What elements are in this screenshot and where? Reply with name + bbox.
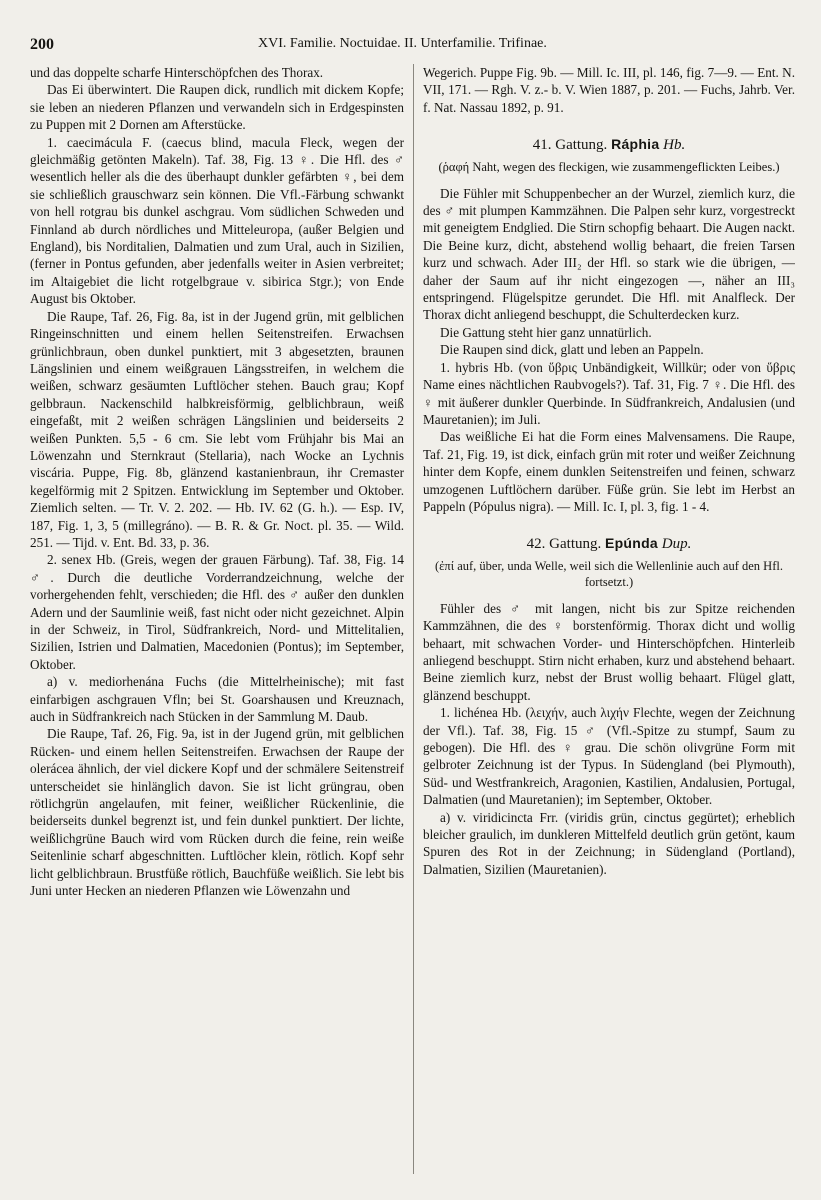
genus-41-author: Hb. xyxy=(663,137,686,154)
genus-41-description: Die Fühler mit Schuppenbecher an der Wurzel, ziemlich kurz, die des ♂ mit plumpen Kammzähnen. Die Palpen sehr kurz, vorgestreckt mit geneigtem Endglied. Die Stirn schopfig behaart. Die Augen nackt. Die Beine kurz, dicht, abstehend wollig behaart, die freien Tarsen kurz und schwach. Ader III₂ der Hfl. so stark wie die übrigen, — daher der Saum auf ihr nicht eingezogen —, näher an III₃ entspringend. Flügelspitze gerundet. Die Hfl. mit Analfleck. Der Thorax dicht anliegend beschuppt, die Schulterdecken kurz. xyxy=(423,185,795,323)
paragraph-continuation: und das doppelte scharfe Hinterschöpfchen des Thorax. xyxy=(30,65,324,80)
larva-hybris: Das weißliche Ei hat die Form eines Malvensamens. Die Raupe, Taf. 21, Fig. 19, ist dick, einfach grün mit roter und weißer Zeichnung hinter dem Kopfe, einem dunklen Seitenstreifen und feinen, schwarz umzogenen Luftlöchern darüber. Füße grün. Sie lebt im Herbst an Pappeln (Pópulus nigra). — Mill. Ic. I, pl. 3, fig. 1 - 4. xyxy=(423,429,795,514)
genus-41-heading xyxy=(423,136,795,154)
variety-mediorhenana: a) v. mediorhenána Fuchs (die Mittelrheinische); mit fast einfarbigen aschgrauen Vfln; bei St. Goarshausen und Kreuznach, auch in Südfrankreich nach Stücken in der Sammlung M. Daub. xyxy=(30,674,404,725)
genus-41-etymology: (ῥαφή Naht, wegen des fleckigen, wie zusammengeflickten Leibes.) xyxy=(438,159,780,174)
column-divider xyxy=(413,64,414,1174)
species-hybris: 1. hybris Hb. (von ὕβρις Unbändigkeit, Willkür; oder von ὕβρις Name eines nächtlichen Raubvogels?). Taf. 31, Fig. 7 ♀. Die Hfl. des ♀ mit äußerer dunkler Querbinde. In Südfrankreich, Andalusien (und Mauretanien); im Juli. xyxy=(423,359,795,427)
right-column xyxy=(423,64,795,1184)
running-header xyxy=(30,36,791,60)
paragraph-egg-larvae: Das Ei überwintert. Die Raupen dick, rundlich mit dickem Kopfe; sie leben an niederen Pflanzen und verwandeln sich in Erdgespinsten zu Puppen mit 2 Dornen am Afterstücke. xyxy=(30,82,404,133)
genus-42-name: Epúnda xyxy=(604,535,658,552)
genus-42-etymology: (ἐπί auf, über, unda Welle, weil sich die Wellenlinie auch auf den Hfl. fortsetzt.) xyxy=(435,558,783,589)
genus-42-number: 42. Gattung. xyxy=(526,536,602,553)
genus-41-note: Die Gattung steht hier ganz unnatürlich. xyxy=(440,324,652,340)
species-senex: 2. senex Hb. (Greis, wegen der grauen Färbung). Taf. 38, Fig. 14 ♂. Durch die deutliche Vorderrandzeichnung, welche der vorhergehenden fehlt, verschieden; die Hfl. des ♂ außer den dunklen Adern und der Saumlinie weiß, fast nicht oder nicht gezeichnet. Alpin in der Schweiz, in Tirol, Südfrankreich, Nord- und Mittelitalien, Sizilien, Istrien und Dalmatien, Macedonien (Pontus); im September, Oktober. xyxy=(30,552,404,672)
larva-senex: Die Raupe, Taf. 26, Fig. 9a, ist in der Jugend grün, mit gelblichen Rücken- und einem hellen Seitenstreifen. Erwachsen der Raupe der oleráceа ähnlich, der viel dickere Kopf und der schmälere Seitenstreif unterscheidet sie hinlänglich davon. Sie ist licht grüngrau, oben rötlichgrün angelaufen, mit feiner, weißlicher Rückenlinie, die beiderseits dunkel begrenzt ist, und fein dunkel punktiert. Der lichte, weißlichgrüne Bauch wird vom Rücken durch die feine, rein weiße Seitenlinie scharf abgeschnitten. Luftlöcher klein, rötlich. Kopf sehr licht gelblichbraun. Brustfüße rötlich, Bauchfüße weißlich. Sie lebt bis Juni unter Hecken an niederen Pflanzen wie Löwenzahn und xyxy=(30,726,404,899)
genus-41-name: Ráphia xyxy=(611,136,660,153)
species-caecimacula: 1. caecimácula F. (caecus blind, macula Fleck, wegen der gleichmäßig getönten Makeln). Taf. 38, Fig. 13 ♀. Die Hfl. des ♂ wesentlich heller als die des überhaupt dunkler gefärbten ♀, bei dem sie schließlich grauschwarz sein können. Die Vfl.-Färbung schwankt von hell rotgrau bis dunkel aschgrau. Vom südlichen Schweden und Finnland ab durch nördliches und Mitteleuropa, (außer Belgien und England), bis Norditalien, Dalmatien und zum Ural, auch in Sizilien, (ferner in Pontus gefunden, aber jedenfalls weiter in Asien verbreitet; im Altaigebiet die licht rotgelbgraue v. sibirica Stgr.); von Ende August bis Oktober. xyxy=(30,134,404,307)
variety-viridicincta: a) v. viridicincta Frr. (viridis grün, cinctus gegürtet); erheblich bleicher graulich, im dunkleren Mittelfeld deutlich grün getönt, kaum Spuren des Rot in der Zeichnung; in Südengland (Portland), Dalmatien, Sizilien (Mauretanien). xyxy=(423,809,795,877)
genus-41-number: 41. Gattung. xyxy=(532,137,608,154)
larva-caecimacula: Die Raupe, Taf. 26, Fig. 8a, ist in der Jugend grün, mit gelblichen Ringeinschnitten und einem hellen Seitenstreifen. Erwachsen grünlichbraun, oben dunkel punktiert, mit 3 abgesetzten, braunen Längslinien und einem weißgrauen Längsstreifen, in welchem die weißen, schwarz gesäumten Luftlöcher stehen. Bauch grau; Kopf gelbbraun. Nackenschild halbkreisförmig, gelblichbraun, weiß eingefaßt, mit 2 weißen schrägen Längslinien und beiderseits 2 weißen Punkten. 5,5 - 6 cm. Sie lebt vom Frühjahr bis Mai an Löwenzahn und Sternkraut (Stellaria), nach Wocke an Lychnis viscária. Puppe, Fig. 8b, glänzend kastanienbraun, ihr Cremaster kegelförmig mit 2 Spitzen. Entwicklung im September und Oktober. Ziemlich selten. — Tr. V. 2. 202. — Hb. IV. 62 (G. h.). — Esp. IV, 187, Fig. 1, 3, 5 (millegráno). — B. R. & Gr. Noct. pl. 35. — Wild. 251. — Tijd. v. Ent. Bd. 33, p. 36. xyxy=(30,308,404,550)
genus-42-author: Dup. xyxy=(661,536,692,553)
genus-42-heading xyxy=(423,535,795,553)
page-number: 200 xyxy=(30,36,54,53)
species-lichenea: 1. lichénea Hb. (λειχήν, auch λιχήν Flechte, wegen der Zeichnung der Vfl.). Taf. 38, Fig. 15 ♂ (Vfl.-Spitze zu stumpf, Saum zu gebogen). Die Hfl. des ♀ grau. Die schön olivgrüne Form mit gelbroter Zeichnung ist der Typus. In Südengland (bei Plymouth), Süd- und Westfrankreich, Aragonien, Kastilien, Andalusien, Portugal, Dalmatien (und Mauretanien); im September, Oktober. xyxy=(423,705,795,808)
genus-42-description: Fühler des ♂ mit langen, nicht bis zur Spitze reichenden Kammzähnen, die des ♀ borstenförmig. Thorax dicht und wollig behaart, mit schwachen Vorder- und Hinterschöpfchen. Hinterleib anliegend beschuppt. Stirn nicht erhaben, kurz und abstehend behaart. Beine ziemlich kurz, nebst der Brust wollig behaart. Flügel glatt, glänzend beschuppt. xyxy=(423,600,795,703)
running-title: XVI. Familie. Noctuidae. II. Unterfamilie. Trifinae. xyxy=(258,36,547,51)
paragraph-references: Wegerich. Puppe Fig. 9b. — Mill. Ic. III, pl. 146, fig. 7—9. — Ent. N. VII, 171. — Rgh. V. z.- b. V. Wien 1887, p. 201. — Fuchs, Jahrb. Ver. f. Nat. Nassau 1892, p. 91. xyxy=(423,65,795,115)
left-column xyxy=(30,64,404,1184)
genus-41-larvae: Die Raupen sind dick, glatt und leben an Pappeln. xyxy=(440,342,704,358)
